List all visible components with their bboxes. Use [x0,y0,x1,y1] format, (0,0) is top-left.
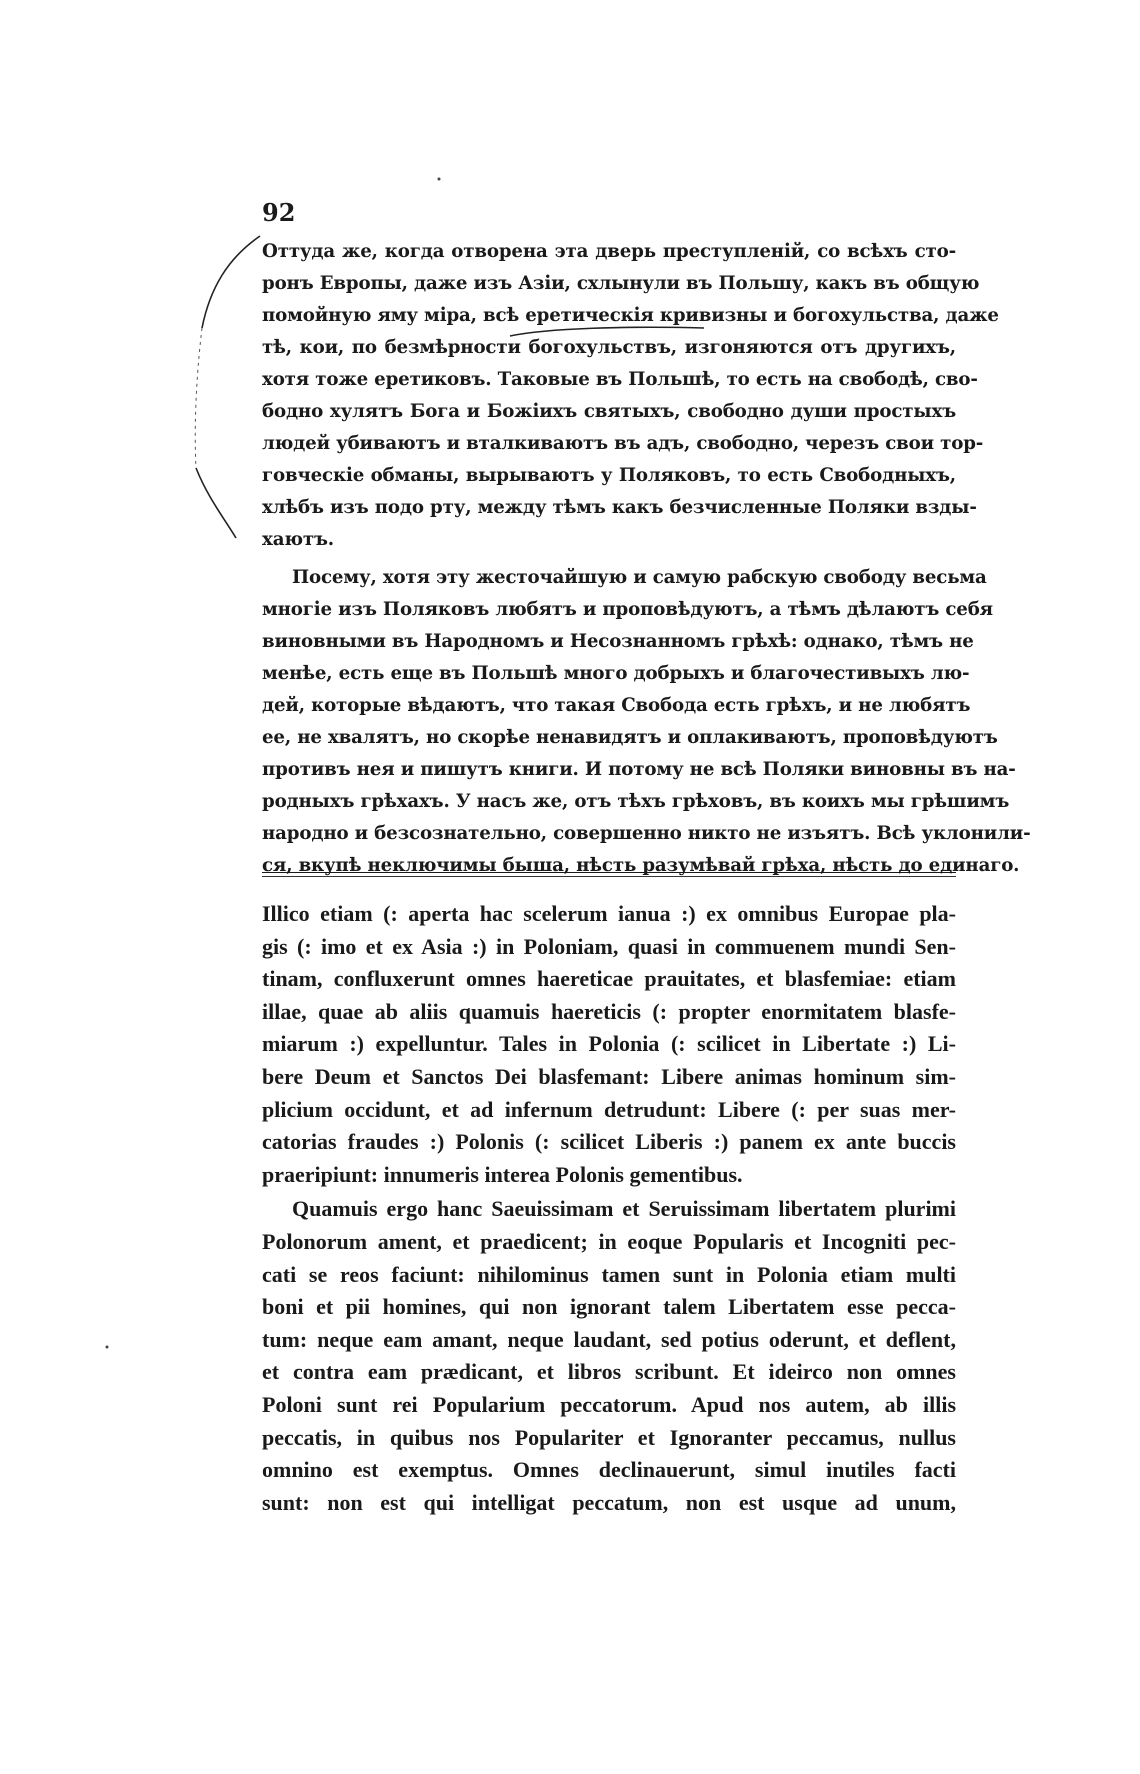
section-divider-rule [262,872,956,873]
text-line: cati se reos faciunt: nihilominus tamen sunt in Polonia etiam multi [262,1261,956,1287]
text-line: хаютъ. [262,529,334,550]
text-line: говческіе обманы, вырываютъ у Поляковъ, то есть Свободныхъ, [262,465,956,486]
handwritten-margin-bracket [188,228,268,548]
latin-paragraph-1 [262,898,956,1191]
text-line: tum: neque eam amant, neque laudant, sed potius oderunt, et deflent, [262,1326,956,1352]
text-line: тѣ, кои, по безмѣрности богохульствъ, изгоняются отъ другихъ, [262,337,956,358]
text-line: Poloni sunt rei Popularium peccatorum. Apud nos autem, ab illis [262,1391,956,1417]
latin-paragraph-2 [262,1193,956,1519]
text-line: gis (: imo et ex Asia :) in Poloniam, quasi in commuenem mundi Sen- [262,933,956,959]
text-line: omnino est exemptus. Omnes declinauerunt, simul inutiles facti [262,1457,956,1483]
text-line: illae, quae ab aliis quamuis haereticis (: propter enormitatem blasfe- [262,998,956,1024]
text-line: ся, вкупѣ неключимы быша, нѣсть разумѣвай грѣха, нѣсть до единаго. [262,855,1020,876]
text-line: Quamuis ergo hanc Saeuissimam et Seruissimam libertatem plurimi [292,1196,956,1222]
stray-dot-mark [436,176,442,182]
text-line: et contra eam prædicant, et libros scribunt. Et ideirco non omnes [262,1359,956,1385]
text-line: tinam, confluxerunt omnes haereticae prauitates, et blasfemiae: etiam [262,966,956,992]
text-line: bere Deum et Sanctos Dei blasfemant: Libere animas hominum sim- [262,1063,956,1089]
text-line: менѣе, есть еще въ Польшѣ много добрыхъ и благочестивыхъ лю- [262,663,970,684]
page-number: 92 [262,198,296,227]
text-line: противъ нея и пишутъ книги. И потому не всѣ Поляки виновны въ на- [262,759,1016,780]
text-line: родныхъ грѣхахъ. У насъ же, отъ тѣхъ грѣховъ, въ коихъ мы грѣшимъ [262,791,1010,812]
text-line: peccatis, in quibus nos Populariter et Ignoranter peccamus, nullus [262,1424,956,1450]
latin-text [262,898,956,1519]
text-line: виновными въ Народномъ и Несознанномъ грѣхѣ: однако, тѣмъ не [262,631,974,652]
text-line: многіе изъ Поляковъ любятъ и проповѣдуютъ, а тѣмъ дѣлаютъ себя [262,599,993,620]
text-line: дей, которые вѣдаютъ, что такая Свобода есть грѣхъ, и не любятъ [262,695,971,716]
text-line: помойную яму міра, всѣ еретическія кривизны и богохульства, даже [262,305,999,326]
section-divider-rule-thin [262,876,956,877]
text-line: boni et pii homines, qui non ignorant talem Libertatem esse pecca- [262,1294,956,1320]
text-line: Illico etiam (: aperta hac scelerum ianua :) ex omnibus Europae pla- [262,901,956,926]
russian-paragraph-1 [262,236,999,556]
text-line: ронъ Европы, даже изъ Азіи, схлынули въ Польшу, какъ въ общую [262,273,980,294]
text-line: plicium occidunt, et ad infernum detrudunt: Libere (: per suas mer- [262,1096,956,1122]
stray-dot-mark [104,1344,110,1350]
text-line: Посему, хотя эту жесточайшую и самую рабскую свободу весьма [292,567,987,588]
text-line: catorias fraudes :) Polonis (: scilicet Liberis :) panem ex ante buccis [262,1129,956,1155]
text-line: Оттуда же, когда отворена эта дверь преступленій, со всѣхъ сто- [262,241,956,262]
russian-text [262,236,1031,882]
text-line: бодно хулятъ Бога и Божіихъ святыхъ, свободно души простыхъ [262,401,956,422]
russian-paragraph-2 [262,562,1031,882]
text-line: хотя тоже еретиковъ. Таковые въ Польшѣ, то есть на свободѣ, сво- [262,369,978,390]
text-line: sunt: non est qui intelligat peccatum, non est usque ad unum, [262,1489,956,1515]
text-line: ее, не хвалятъ, но скорѣе ненавидятъ и оплакиваютъ, проповѣдуютъ [262,727,998,748]
text-line: людей убиваютъ и вталкиваютъ въ адъ, свободно, черезъ свои тор- [262,433,984,454]
text-line: miarum :) expelluntur. Tales in Polonia (: scilicet in Libertate :) Li- [262,1031,956,1057]
text-line: хлѣбъ изъ подо рту, между тѣмъ какъ безчисленные Поляки взды- [262,497,977,518]
text-line: praeripiunt: innumeris interea Polonis gementibus. [262,1161,743,1187]
text-line: Polonorum ament, et praedicent; in eoque Popularis et Incogniti pec- [262,1228,956,1254]
text-line: народно и безсознательно, совершенно никто не изъятъ. Всѣ уклонили- [262,823,1031,844]
